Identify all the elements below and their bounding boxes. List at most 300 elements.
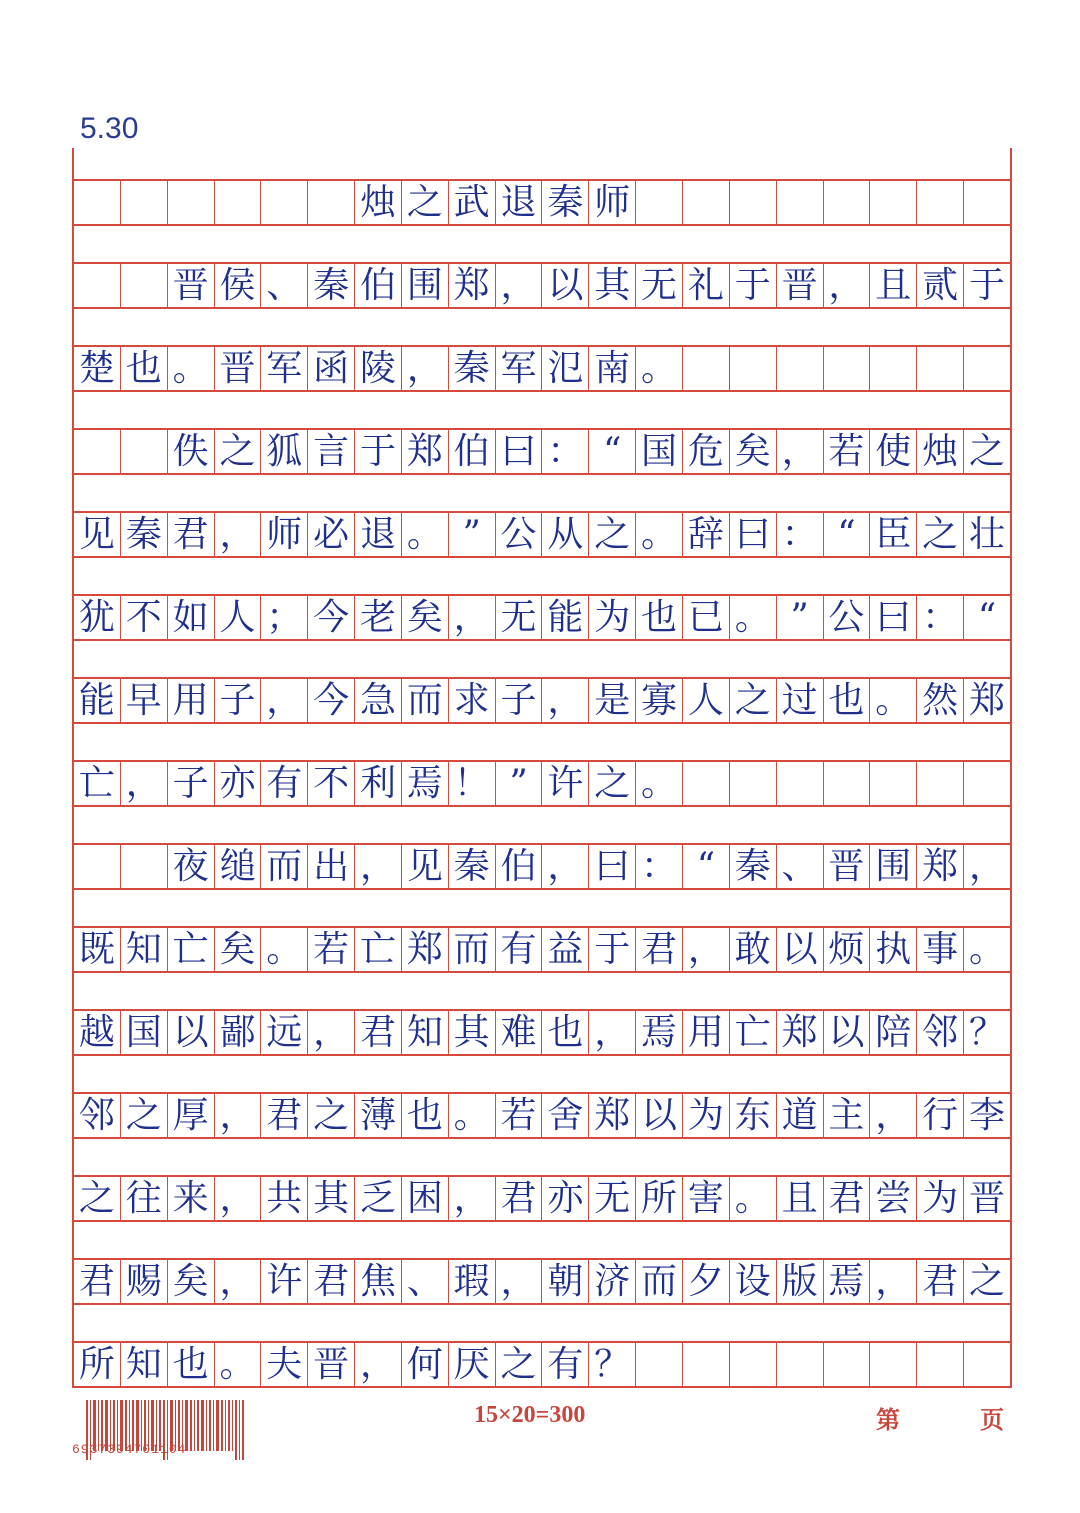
grid-cell: 尝 [870,1177,917,1220]
grid-cell [730,762,777,805]
grid-cell: 围 [402,264,449,307]
grid-cell: 。 [636,347,683,390]
grid-cell: 行 [917,1094,964,1137]
grid-cell [824,181,871,224]
grid-cell: 为 [683,1094,730,1137]
grid-cell: ， [449,596,496,639]
grid-cell [730,347,777,390]
grid-cell: 壮 [968,513,1005,555]
grid-cell: ， [496,1260,543,1303]
grid-cell: 南 [589,347,636,390]
grid-cell: 且 [870,264,917,307]
grid-cell: 敢 [730,928,777,971]
grid-cell [74,264,121,307]
grid-cell: 退 [355,513,402,556]
grid-cell: 。 [261,928,308,971]
grid-cell: 为 [917,1177,964,1220]
grid-cell: ” [496,762,543,805]
grid-cell: 且 [777,1177,824,1220]
grid-cell: 所 [74,1343,121,1386]
grid-cell [964,1343,1010,1386]
grid-cell: ， [589,1011,636,1054]
grid-cell: ， [824,264,871,307]
grid-cell: 陪 [870,1011,917,1054]
grid-cell: 舍 [542,1094,589,1137]
grid-cell: 之 [308,1094,355,1137]
grid-cell: 焦 [355,1260,402,1303]
grid-cell: 而 [261,845,308,888]
grid-cell: “ [977,596,997,638]
grid-cell: ， [355,1343,402,1386]
grid-cell: 氾 [542,347,589,390]
grid-row [74,1175,1010,1222]
grid-cell: 烦 [824,928,871,971]
grid-cell: 郑 [449,264,496,307]
grid-cell: 其 [308,1177,355,1220]
grid-cell: 辞 [683,513,730,556]
grid-cell: 主 [824,1094,871,1137]
grid-cell: 伯 [449,430,496,473]
grid-cell: ， [308,1011,355,1054]
grid-row [74,511,1010,558]
grid-cell: ， [215,1094,262,1137]
grid-cell [777,1343,824,1386]
grid-cell: 从 [542,513,589,556]
grid-cell: 函 [308,347,355,390]
grid-cell: ， [355,845,402,888]
grid-cell: 若 [496,1094,543,1137]
grid-cell: ， [542,679,589,722]
grid-cell: 版 [777,1260,824,1303]
grid-cell: 济 [589,1260,636,1303]
grid-cell: 矣 [168,1260,215,1303]
grid-cell: 东 [730,1094,777,1137]
grid-cell [964,347,1010,390]
grid-cell: 君 [824,1177,871,1220]
grid-cell: 老 [355,596,402,639]
grid-cell: 于 [589,928,636,971]
grid-cell: 郑 [402,928,449,971]
grid-cell: ， [402,347,449,390]
grid-cell: 瑕 [449,1260,496,1303]
grid-cell: 来 [168,1177,215,1220]
grid-cell: 师 [261,513,308,556]
grid-cell: 用 [168,679,215,722]
grid-cell: 秦 [308,264,355,307]
grid-cell [308,181,355,224]
grid-cell: 厌 [449,1343,496,1386]
grid-cell: “ [589,430,636,473]
grid-cell [870,762,917,805]
grid-cell [121,430,168,473]
grid-cell: 见 [74,513,121,556]
grid-cell: 武 [449,181,496,224]
grid-cell: 缒 [215,845,262,888]
grid-cell: 使 [870,430,917,473]
grid-cell: 曰 [496,430,543,473]
grid-cell: 知 [121,1343,168,1386]
grid-cell: 之 [121,1094,168,1137]
manuscript-grid [72,148,1012,1388]
grid-cell: 过 [777,679,824,722]
grid-cell: 执 [870,928,917,971]
grid-cell: 薄 [355,1094,402,1137]
grid-cell: 侯 [215,264,262,307]
grid-cell: 难 [496,1011,543,1054]
grid-cell: 晋 [777,264,824,307]
grid-cell [261,181,308,224]
barcode-number: 6937394701104 [72,1442,187,1457]
grid-row [74,677,1010,724]
grid-cell: 之 [215,430,262,473]
grid-cell: 益 [542,928,589,971]
grid-cell: 无 [589,1177,636,1220]
grid-cell: 晋 [308,1343,355,1386]
grid-cell: 也 [402,1094,449,1137]
grid-cell: 君 [496,1177,543,1220]
grid-cell: 国 [121,1011,168,1054]
grid-cell: 不 [121,596,168,639]
grid-cell [777,347,824,390]
grid-cell [730,1343,777,1386]
grid-cell: 礼 [683,264,730,307]
grid-cell: ， [261,679,308,722]
grid-cell: 之 [917,513,964,556]
grid-cell: 郑 [777,1011,824,1054]
grid-cell: 以 [636,1094,683,1137]
grid-cell: 李 [968,1094,1005,1136]
grid-cell: 亦 [215,762,262,805]
grid-spec-label: 15×20=300 [474,1402,586,1428]
grid-cell [870,347,917,390]
grid-cell [121,181,168,224]
grid-cell: ， [121,762,168,805]
grid-cell: 也 [636,596,683,639]
grid-cell: 也 [542,1011,589,1054]
grid-cell: 出 [308,845,355,888]
grid-cell: 而 [449,928,496,971]
grid-cell [824,347,871,390]
grid-cell: 烛 [917,430,964,473]
grid-cell: 。 [636,513,683,556]
grid-row [74,1258,1010,1305]
grid-cell [683,347,730,390]
grid-cell: 能 [542,596,589,639]
grid-cell: 子 [496,679,543,722]
grid-cell: 。 [870,679,917,722]
grid-cell: 于 [355,430,402,473]
grid-cell: 郑 [917,845,964,888]
grid-cell: 之 [968,1260,1005,1302]
grid-cell [917,1343,964,1386]
grid-cell: 秦 [121,513,168,556]
grid-cell: ， [683,928,730,971]
grid-cell: 臣 [870,513,917,556]
grid-cell: 。 [636,762,683,805]
grid-cell [777,762,824,805]
grid-cell [683,181,730,224]
grid-cell: 有 [542,1343,589,1386]
grid-cell [964,181,1010,224]
grid-cell [824,762,871,805]
grid-cell: 朝 [542,1260,589,1303]
grid-cell [870,181,917,224]
grid-cell: 亡 [355,928,402,971]
grid-cell: 之 [402,181,449,224]
grid-cell [168,181,215,224]
grid-cell: 言 [308,430,355,473]
grid-cell: 乏 [355,1177,402,1220]
grid-cell: ？ [589,1343,636,1386]
grid-cell: 、 [261,264,308,307]
grid-cell: 君 [261,1094,308,1137]
grid-cell: 鄙 [215,1011,262,1054]
grid-cell: 设 [730,1260,777,1303]
grid-cell: 危 [683,430,730,473]
grid-cell: 夫 [261,1343,308,1386]
grid-cell: 晋 [215,347,262,390]
grid-cell: 寡 [636,679,683,722]
grid-cell: ： [917,596,964,639]
grid-cell: 必 [308,513,355,556]
grid-cell: ” [777,596,824,639]
grid-cell [777,181,824,224]
grid-cell: 无 [496,596,543,639]
grid-cell [636,181,683,224]
grid-cell: 贰 [917,264,964,307]
grid-cell [917,181,964,224]
grid-cell: 知 [121,928,168,971]
grid-cell: 狐 [261,430,308,473]
grid-cell: 是 [589,679,636,722]
grid-cell: 其 [589,264,636,307]
grid-cell: 道 [777,1094,824,1137]
grid-cell: 人 [683,679,730,722]
grid-cell: 围 [870,845,917,888]
grid-cell: 曰 [730,513,777,556]
grid-cell: ， [215,513,262,556]
grid-cell: ： [542,430,589,473]
grid-cell: ？ [968,1011,1005,1053]
grid-cell: 君 [917,1260,964,1303]
grid-cell: 陵 [355,347,402,390]
date-note: 5.30 [80,112,139,145]
grid-cell: 郑 [968,679,1005,721]
grid-cell: ； [261,596,308,639]
grid-cell: 矣 [402,596,449,639]
grid-cell [74,181,121,224]
grid-cell: 亦 [542,1177,589,1220]
grid-cell: 既 [74,928,121,971]
grid-cell [121,845,168,888]
grid-cell: 公 [824,596,871,639]
grid-cell: 矣 [730,430,777,473]
grid-cell: 邻 [74,1094,121,1137]
grid-cell: 郑 [589,1094,636,1137]
grid-cell: 求 [449,679,496,722]
grid-cell [74,430,121,473]
grid-cell: 军 [261,347,308,390]
grid-cell: ， [777,430,824,473]
grid-cell: 郑 [402,430,449,473]
grid-cell: 事 [917,928,964,971]
grid-cell: 。 [730,1177,777,1220]
grid-cell: 利 [355,762,402,805]
grid-cell: 、 [402,1260,449,1303]
grid-cell: 邻 [917,1011,964,1054]
grid-cell: ， [542,845,589,888]
grid-cell: 见 [402,845,449,888]
grid-cell: 退 [496,181,543,224]
grid-cell [870,1343,917,1386]
grid-cell: 若 [824,430,871,473]
grid-cell: 为 [589,596,636,639]
grid-row [74,428,1010,475]
grid-cell: 以 [777,928,824,971]
grid-cell: 国 [636,430,683,473]
grid-cell: 已 [683,596,730,639]
grid-cell: ” [449,513,496,556]
grid-cell: 困 [402,1177,449,1220]
grid-cell: “ [824,513,871,556]
grid-cell: 佚 [168,430,215,473]
grid-cell: 之 [496,1343,543,1386]
grid-row [74,594,1010,641]
grid-cell: 之 [589,513,636,556]
grid-cell: 然 [917,679,964,722]
grid-cell: 如 [168,596,215,639]
grid-cell: ： [777,513,824,556]
grid-cell [964,762,1010,805]
grid-cell: 之 [730,679,777,722]
grid-cell [917,762,964,805]
grid-row [74,1009,1010,1056]
grid-cell: 矣 [215,928,262,971]
grid-cell: 子 [215,679,262,722]
grid-cell: 。 [168,347,215,390]
grid-row [74,262,1010,309]
grid-cell: 。 [449,1094,496,1137]
grid-cell: 焉 [636,1011,683,1054]
grid-cell: 其 [449,1011,496,1054]
grid-cell: 急 [355,679,402,722]
grid-cell: 子 [168,762,215,805]
grid-cell: 亡 [168,928,215,971]
grid-cell: 夜 [168,845,215,888]
grid-cell: 之 [589,762,636,805]
grid-row [74,1341,1010,1388]
grid-cell: 军 [496,347,543,390]
grid-cell: 楚 [74,347,121,390]
grid-row [74,345,1010,392]
grid-cell: 之 [968,430,1005,472]
grid-cell: ， [870,1094,917,1137]
grid-cell: 许 [261,1260,308,1303]
grid-cell: 害 [683,1177,730,1220]
grid-cell: 有 [496,928,543,971]
grid-row [74,760,1010,807]
grid-cell: 也 [121,347,168,390]
grid-cell: 若 [308,928,355,971]
grid-cell: 越 [74,1011,121,1054]
grid-cell: 赐 [121,1260,168,1303]
grid-cell: ， [215,1260,262,1303]
grid-cell: 往 [121,1177,168,1220]
grid-cell: 、 [777,845,824,888]
grid-cell [74,845,121,888]
grid-cell: 于 [968,264,1005,306]
grid-cell: 知 [402,1011,449,1054]
grid-cell: 之 [74,1177,121,1220]
grid-cell: 。 [215,1343,262,1386]
grid-cell: 伯 [496,845,543,888]
grid-cell: 不 [308,762,355,805]
grid-cell: 厚 [168,1094,215,1137]
grid-cell [730,181,777,224]
grid-cell: 以 [542,264,589,307]
grid-cell: 秦 [730,845,777,888]
grid-cell: 秦 [449,347,496,390]
grid-cell: 无 [636,264,683,307]
grid-cell: ， [968,845,1005,887]
grid-cell: 烛 [355,181,402,224]
grid-cell: 曰 [589,845,636,888]
grid-cell: 早 [121,679,168,722]
grid-cell: 君 [355,1011,402,1054]
grid-row [74,843,1010,890]
grid-cell: 晋 [168,264,215,307]
grid-cell: 秦 [542,181,589,224]
grid-cell: 曰 [870,596,917,639]
grid-cell: 而 [402,679,449,722]
grid-cell: 而 [636,1260,683,1303]
grid-cell: 焉 [402,762,449,805]
page-label-suffix: 页 [980,1405,1004,1434]
grid-cell: 共 [261,1177,308,1220]
grid-cell: 。 [730,596,777,639]
grid-cell: 秦 [449,845,496,888]
grid-cell [683,1343,730,1386]
grid-cell [215,181,262,224]
grid-cell: ： [636,845,683,888]
grid-cell: 亡 [74,762,121,805]
grid-cell [683,762,730,805]
grid-cell: ， [215,1177,262,1220]
grid-cell: 有 [261,762,308,805]
grid-cell: 许 [542,762,589,805]
grid-cell: 夕 [683,1260,730,1303]
grid-cell: 远 [261,1011,308,1054]
grid-cell: 君 [168,513,215,556]
grid-cell: 人 [215,596,262,639]
grid-cell: 君 [74,1260,121,1303]
grid-cell: 晋 [968,1177,1005,1219]
grid-cell: “ [683,845,730,888]
grid-cell: 也 [824,679,871,722]
grid-row [74,179,1010,226]
grid-cell: 也 [168,1343,215,1386]
grid-cell: ， [496,264,543,307]
grid-cell: 何 [402,1343,449,1386]
grid-cell: 能 [74,679,121,722]
grid-cell [917,347,964,390]
grid-cell [121,264,168,307]
grid-cell: 以 [824,1011,871,1054]
grid-cell: 焉 [824,1260,871,1303]
grid-cell: 用 [683,1011,730,1054]
grid-cell: 君 [636,928,683,971]
grid-cell: 今 [308,679,355,722]
